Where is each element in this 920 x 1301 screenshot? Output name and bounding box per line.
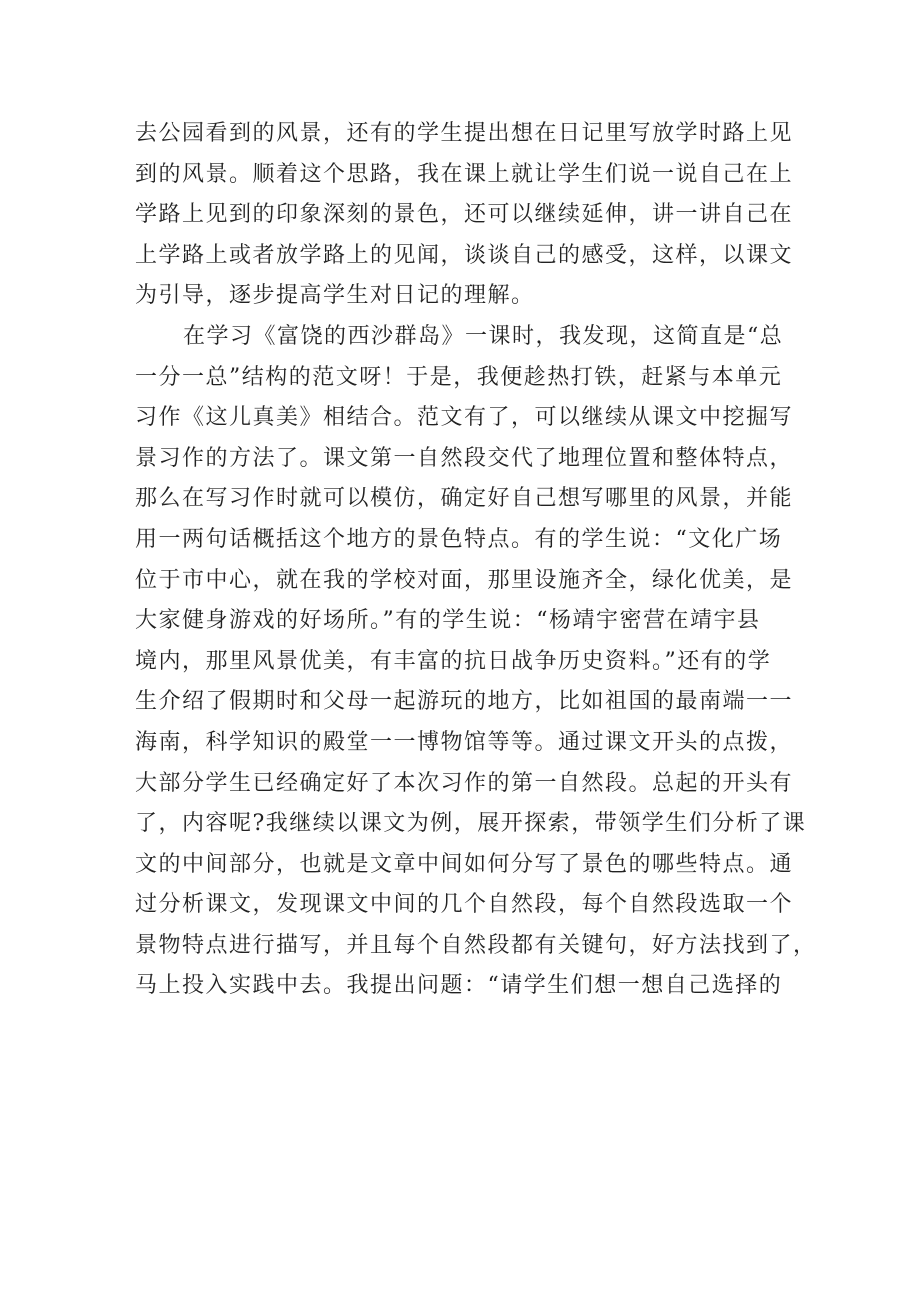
text-line: 到的风景。顺着这个思路，我在课上就让学生们说一说自己在上: [135, 161, 794, 187]
text-line: 一分一总”结构的范文呀！于是，我便趁热打铁，赶紧与本单元: [135, 364, 783, 390]
text-line: 马上投入实践中去。我提出问题：“请学生们想一想自己选择的: [135, 973, 783, 999]
text-line: 上学路上或者放学路上的见闻，谈谈自己的感受，这样，以课文: [135, 242, 794, 268]
text-line: 那么在写习作时就可以模仿，确定好自己想写哪里的风景，并能: [135, 486, 794, 512]
text-line: 生介绍了假期时和父母一起游玩的地方，比如祖国的最南端一一: [135, 689, 794, 715]
text-line: 景习作的方法了。课文第一自然段交代了地理位置和整体特点，: [135, 445, 794, 471]
text-line: 景物特点进行描写，并且每个自然段都有关键句，好方法找到了，: [135, 932, 817, 958]
text-line: 大家健身游戏的好场所。”有的学生说：“杨靖宇密营在靖宇县: [135, 608, 761, 634]
text-line: 习作《这儿真美》相结合。范文有了，可以继续从课文中挖掘写: [135, 405, 794, 431]
text-line: 位于市中心，就在我的学校对面，那里设施齐全，绿化优美，是: [135, 567, 794, 593]
text-line: 用一两句话概括这个地方的景色特点。有的学生说：“文化广场: [135, 526, 783, 552]
text-line: 大部分学生已经确定好了本次习作的第一自然段。总起的开头有: [135, 770, 794, 796]
text-line: 境内，那里风景优美，有丰富的抗日战争历史资料。”还有的学: [135, 648, 772, 674]
text-line: 为引导，逐步提高学生对日记的理解。: [135, 283, 535, 309]
paragraph-start-line: 在学习《富饶的西沙群岛》一课时，我发现，这简直是“总: [183, 323, 784, 349]
text-line: 文的中间部分，也就是文章中间如何分写了景色的哪些特点。通: [135, 851, 794, 877]
text-line: 过分析课文，发现课文中间的几个自然段，每个自然段选取一个: [135, 892, 794, 918]
text-line: 去公园看到的风景，还有的学生提出想在日记里写放学时路上见: [135, 121, 794, 146]
text-line: 海南，科学知识的殿堂一一博物馆等等。通过课文开头的点拨，: [135, 729, 794, 755]
text-line: 学路上见到的印象深刻的景色，还可以继续延伸，讲一讲自己在: [135, 202, 794, 228]
body-text: [135, 114, 817, 1007]
text-line: 了，内容呢?我继续以课文为例，展开探索，带领学生们分析了课: [135, 811, 807, 837]
